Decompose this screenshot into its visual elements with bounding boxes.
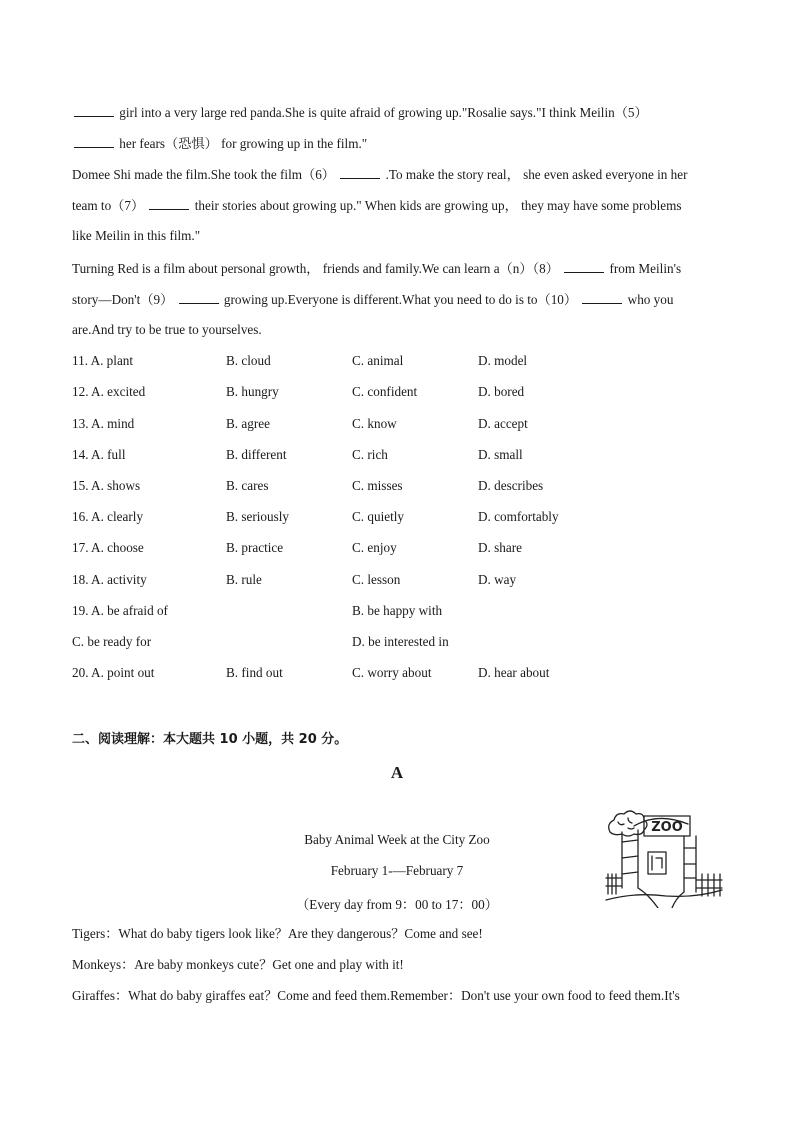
blank-8 <box>564 260 604 273</box>
section-title: 二、阅读理解：本大题共 10 小题，共 20 分。 <box>72 732 348 747</box>
reading-monkeys: Monkeys：Are baby monkeys cute？Get one and play with it! <box>72 957 404 972</box>
option-d: D. way <box>478 572 517 587</box>
option-c: C. animal <box>352 353 404 368</box>
reading-tigers: Tigers：What do baby tigers look like？Are they dangerous？Come and see! <box>72 926 483 941</box>
option-a: 11. A. plant <box>72 353 134 368</box>
blank-9 <box>179 291 219 304</box>
option-c: C. worry about <box>352 665 432 680</box>
option-d: D. model <box>478 353 528 368</box>
option-a: 13. A. mind <box>72 416 135 431</box>
option-c: C. confident <box>352 384 418 399</box>
option-b: B. find out <box>226 665 283 680</box>
option-c: C. enjoy <box>352 540 397 555</box>
passage-line-5: like Meilin in this film." <box>72 228 201 243</box>
passage-line-3: Domee Shi made the film.She took the film（6） .To make the story real， she even asked everyone in her <box>72 167 688 182</box>
option-b: B. agree <box>226 416 270 431</box>
option-d: D. small <box>478 447 523 462</box>
option-d: D. describes <box>478 478 544 493</box>
option-a: 17. A. choose <box>72 540 144 555</box>
option-a: 15. A. shows <box>72 478 141 493</box>
blank-6 <box>340 166 380 179</box>
blank-10 <box>582 291 622 304</box>
option-b: B. rule <box>226 572 262 587</box>
passage-line-2: her fears（恐惧） for growing up in the film." <box>72 135 367 152</box>
option-a: 16. A. clearly <box>72 509 144 524</box>
blank-5 <box>74 135 114 148</box>
option-b: B. seriously <box>226 509 290 524</box>
option-c: C. lesson <box>352 572 401 587</box>
option-d: D. accept <box>478 416 528 431</box>
passage-line-6: Turning Red is a film about personal growth， friends and family.We can learn a（n）（8） from Meilin's <box>72 261 682 276</box>
passage-line-4: team to（7） their stories about growing up." When kids are growing up， they may have some problems <box>72 198 682 213</box>
option-a: 20. A. point out <box>72 665 155 680</box>
passage-line-8: are.And try to be true to yourselves. <box>72 322 262 337</box>
passage-line-1: girl into a very large red panda.She is quite afraid of growing up."Rosalie says."I think Meilin（5） <box>72 104 648 121</box>
reading-heading: A <box>390 763 404 782</box>
option-d: D. bored <box>478 384 525 399</box>
reading-title: Baby Animal Week at the City Zoo <box>304 832 490 847</box>
option-b: B. be happy with <box>352 603 443 618</box>
option-d: D. hear about <box>478 665 550 680</box>
option-c: C. misses <box>352 478 403 493</box>
option-c: C. rich <box>352 447 388 462</box>
option-d: D. share <box>478 540 522 555</box>
option-b: B. different <box>226 447 287 462</box>
option-a: 19. A. be afraid of <box>72 603 168 618</box>
option-a: 12. A. excited <box>72 384 146 399</box>
option-a: 18. A. activity <box>72 572 147 587</box>
blank-4 <box>74 104 114 117</box>
passage-line-7: story—Don't（9） growing up.Everyone is different.What you need to do is to（10） who you <box>72 292 674 307</box>
reading-hours: （Every day from 9：00 to 17：00） <box>296 897 498 912</box>
option-d: D. comfortably <box>478 509 559 524</box>
blank-7 <box>149 197 189 210</box>
option-d: D. be interested in <box>352 634 449 649</box>
zoo-sign-text: ZOO <box>651 820 683 835</box>
option-b: B. practice <box>226 540 284 555</box>
option-b: B. cares <box>226 478 269 493</box>
zoo-gate-illustration <box>604 802 724 908</box>
reading-giraffes: Giraffes：What do baby giraffes eat？Come and feed them.Remember：Don't use your own food to feed them.It's <box>72 988 680 1003</box>
option-c: C. know <box>352 416 397 431</box>
option-c: C. be ready for <box>72 634 152 649</box>
option-b: B. hungry <box>226 384 279 399</box>
option-c: C. quietly <box>352 509 405 524</box>
reading-dates: February 1-—February 7 <box>330 863 464 878</box>
option-a: 14. A. full <box>72 447 126 462</box>
option-b: B. cloud <box>226 353 271 368</box>
